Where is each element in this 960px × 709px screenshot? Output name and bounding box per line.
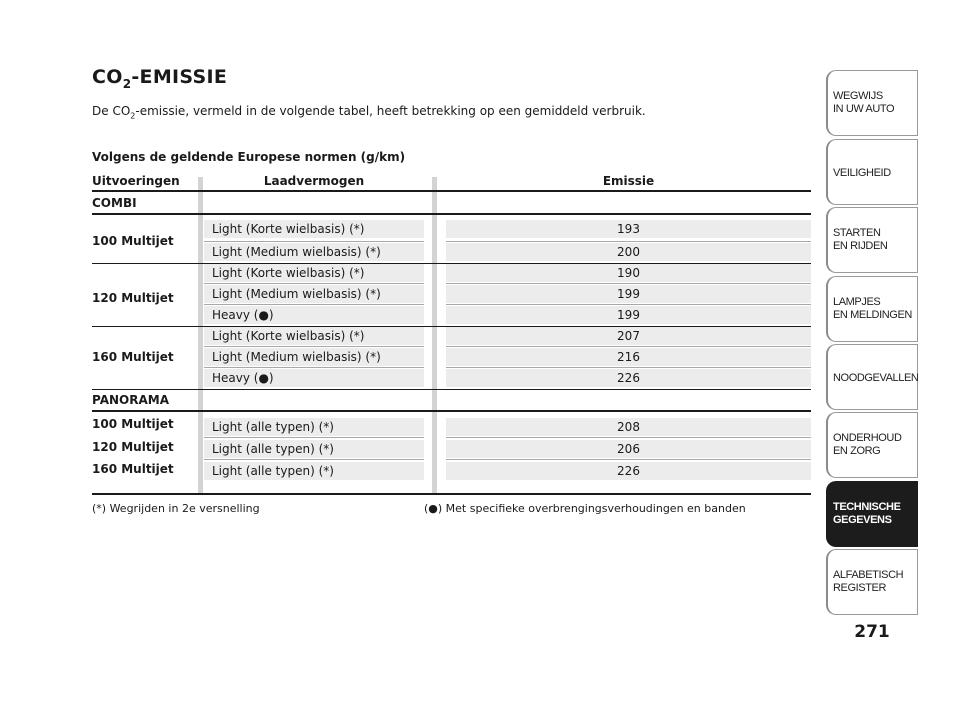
emission-cell: 208 (446, 418, 811, 436)
load-cell: Light (Medium wielbasis) (*) (204, 243, 424, 261)
row-rule (204, 459, 424, 460)
tab-lampjes[interactable]: LAMPJES EN MELDINGEN (826, 276, 918, 342)
group-label: 100 Multijet (92, 417, 174, 431)
load-cell: Light (Korte wielbasis) (*) (204, 264, 424, 282)
tab-noodgevallen[interactable]: NOODGEVALLEN (826, 344, 918, 410)
load-cell: Light (Korte wielbasis) (*) (204, 220, 424, 238)
emission-cell: 190 (446, 264, 811, 282)
emission-cell: 226 (446, 369, 811, 387)
footnote-asterisk: (*) Wegrijden in 2e versnelling (92, 502, 260, 515)
row-rule (446, 459, 811, 460)
section-panorama: PANORAMA (92, 393, 169, 407)
load-cell: Heavy (●) (204, 369, 424, 387)
table-bottom-rule (92, 493, 811, 495)
header-laadvermogen: Laadvermogen (263, 174, 365, 188)
tab-technische-gegevens[interactable]: TECHNISCHE GEGEVENS (826, 481, 918, 547)
load-cell: Light (alle typen) (*) (204, 418, 424, 436)
intro-text: De $CO_2$-emissie, vermeld in de volgende tabel, heeft betrekking op een gemiddeld verbruik. (92, 104, 646, 121)
emission-cell: 193 (446, 220, 811, 238)
column-separator (432, 177, 437, 494)
row-rule (446, 241, 811, 242)
header-emissie: Emissie (602, 174, 655, 188)
load-cell: Light (alle typen) (*) (204, 462, 424, 480)
section-rule (92, 410, 811, 412)
row-rule (204, 241, 424, 242)
table-subtitle: Volgens de geldende Europese normen (g/km) (92, 150, 406, 164)
section-combi: COMBI (92, 196, 137, 210)
load-cell: Light (Medium wielbasis) (*) (204, 348, 424, 366)
group-label: 160 Multijet (92, 462, 174, 476)
tab-veiligheid[interactable]: VEILIGHEID (826, 139, 918, 205)
load-cell: Light (Medium wielbasis) (*) (204, 285, 424, 303)
load-cell: Light (Korte wielbasis) (*) (204, 327, 424, 345)
load-cell: Light (alle typen) (*) (204, 440, 424, 458)
emission-cell: 206 (446, 440, 811, 458)
page-number: 271 (854, 622, 890, 642)
row-rule (446, 346, 811, 347)
emission-cell: 199 (446, 285, 811, 303)
emission-cell: 199 (446, 306, 811, 324)
group-label: 120 Multijet (92, 440, 174, 454)
row-rule (204, 367, 424, 368)
tab-wegwijs[interactable]: WEGWIJS IN UW AUTO (826, 70, 918, 136)
load-cell: Heavy (●) (204, 306, 424, 324)
emission-cell: 207 (446, 327, 811, 345)
section-rule (92, 213, 811, 215)
emission-cell: 226 (446, 462, 811, 480)
group-label: 120 Multijet (92, 291, 174, 305)
row-rule (446, 283, 811, 284)
row-rule (204, 283, 424, 284)
row-rule (446, 304, 811, 305)
tab-starten[interactable]: STARTEN EN RIJDEN (826, 207, 918, 273)
row-rule (446, 367, 811, 368)
footnote-dot: (●) Met specifieke overbrengingsverhoudingen en banden (424, 502, 746, 515)
row-rule (204, 346, 424, 347)
header-uitvoeringen: Uitvoeringen (92, 174, 180, 188)
group-label: 160 Multijet (92, 350, 174, 364)
row-rule (204, 304, 424, 305)
tab-onderhoud[interactable]: ONDERHOUD EN ZORG (826, 412, 918, 478)
group-rule (92, 389, 811, 390)
group-label: 100 Multijet (92, 234, 174, 248)
header-rule (92, 190, 811, 192)
page-title: $CO_2$-EMISSIE (92, 66, 228, 91)
row-rule (204, 437, 424, 438)
row-rule (446, 437, 811, 438)
tab-alfabetisch[interactable]: ALFABETISCH REGISTER (826, 549, 918, 615)
emission-cell: 216 (446, 348, 811, 366)
emission-cell: 200 (446, 243, 811, 261)
column-separator (198, 177, 203, 494)
